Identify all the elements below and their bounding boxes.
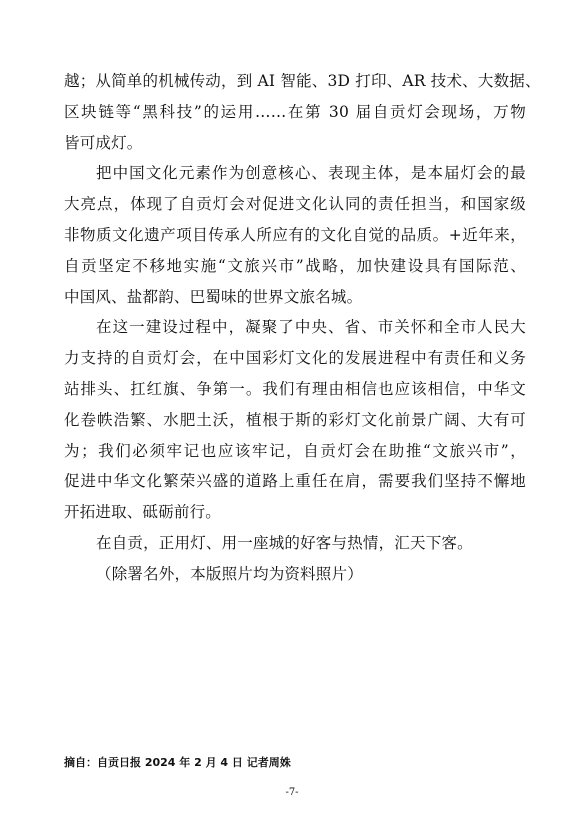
text-line: 站排头、扛红旗、争第一。我们有理由相信也应该相信，中华文 <box>64 379 526 398</box>
text-line: 在自贡，正用灯、用一座城的好客与热情，汇天下客。 <box>96 533 473 552</box>
paragraph <box>64 312 526 528</box>
text-line: 力支持的自贡灯会，在中国彩灯文化的发展进程中有责任和义务 <box>64 349 526 368</box>
source-citation: 摘自：自贡日报 2024 年 2 月 4 日 记者周姝 <box>64 756 291 769</box>
text-line: （除署名外，本版照片均为资料照片） <box>96 564 363 583</box>
text-line: 开拓进取、砥砺前行。 <box>64 503 222 522</box>
text-line: 非物质文化遗产项目传承人所应有的文化自觉的品质。+近年来， <box>64 225 526 244</box>
text-line: 自贡坚定不移地实施“文旅兴市”战略，加快建设具有国际范、 <box>64 256 526 275</box>
text-line: 为；我们必须牢记也应该牢记，自贡灯会在助推“文旅兴市”， <box>64 441 526 460</box>
text-line: 在这一建设过程中，凝聚了中央、省、市关怀和全市人民大 <box>96 318 526 337</box>
text-line: 把中国文化元素作为创意核心、表现主体，是本届灯会的最 <box>96 164 526 183</box>
text-line: 越；从简单的机械传动，到 AI 智能、3D 打印、AR 技术、大数据、 <box>64 72 541 90</box>
page-number: -7- <box>285 787 299 798</box>
article-body <box>64 66 541 590</box>
text-line: 大亮点，体现了自贡灯会对促进文化认同的责任担当，和国家级 <box>64 195 526 214</box>
paragraph <box>64 158 526 312</box>
text-line: 化卷帙浩繁、水肥土沃，植根于斯的彩灯文化前景广阔、大有可 <box>64 410 526 429</box>
text-line: 区块链等“黑科技”的运用……在第 30 届自贡灯会现场，万物 <box>64 102 526 121</box>
text-line: 促进中华文化繁荣兴盛的道路上重任在肩，需要我们坚持不懈地 <box>64 472 526 491</box>
paragraph <box>64 66 541 158</box>
paragraph <box>64 528 526 559</box>
text-line: 中国风、盐都韵、巴蜀味的世界文旅名城。 <box>64 287 363 306</box>
text-line: 皆可成灯。 <box>64 133 143 152</box>
paragraph <box>64 559 526 590</box>
